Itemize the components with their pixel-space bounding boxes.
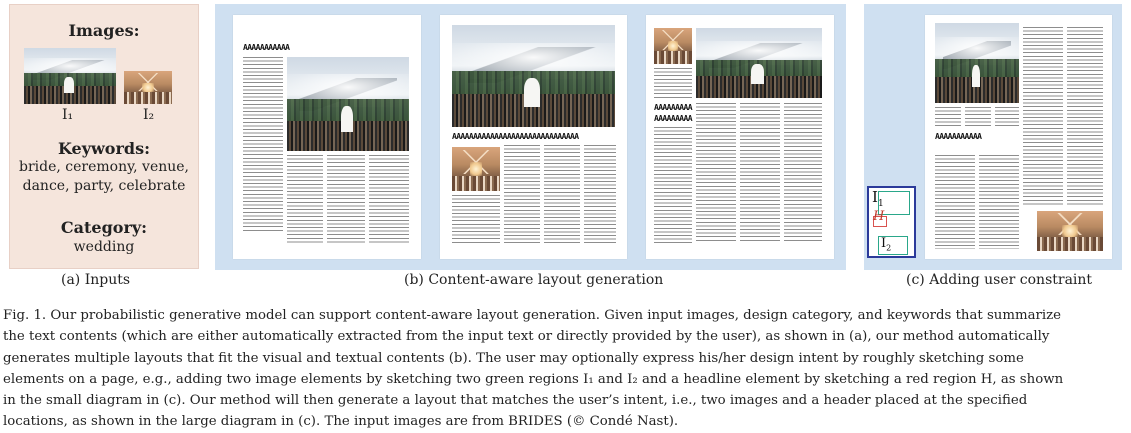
category-heading: Category: (60, 218, 148, 237)
text-block (979, 155, 1019, 249)
input-image-i1 (24, 48, 116, 104)
image-element-i1 (452, 25, 615, 127)
text-block (935, 107, 961, 127)
keywords-heading: Keywords: (57, 139, 150, 158)
caption-line: the text contents (which are either automatically extracted from the input text or directly provided by the user), as shown in (a), our method automatically (3, 329, 1050, 345)
headline: AAAAAAAAA (654, 103, 692, 112)
text-block (544, 145, 580, 245)
keywords-line-1: bride, ceremony, venue, (18, 159, 190, 175)
text-block (584, 145, 616, 245)
text-block (243, 57, 283, 232)
input-image-i2 (124, 71, 172, 104)
image-label-i1: I₁ (62, 107, 74, 123)
user-constraint-panel (864, 4, 1122, 270)
image-element-i2 (452, 147, 500, 191)
image-element-i2 (654, 28, 692, 64)
text-block (287, 155, 323, 245)
image-element-i1 (696, 28, 822, 98)
layout-page-1 (233, 15, 421, 259)
text-block (369, 155, 409, 245)
category-value: wedding (73, 239, 135, 255)
text-block (935, 155, 975, 249)
caption-line: generates multiple layouts that fit the visual and textual contents (b). The user may optionally express his/her design intent by roughly sketching some (3, 350, 1024, 366)
headline: AAAAAAAAAAA (243, 43, 290, 52)
caption-b: (b) Content-aware layout generation (404, 272, 664, 288)
images-heading: Images: (68, 21, 140, 40)
caption-c: (c) Adding user constraint (906, 272, 1093, 288)
text-block (995, 107, 1019, 127)
caption-line: elements on a page, e.g., adding two image elements by sketching two green regions I₁ and I₂ and a headline element by sketching a red region H, as shown (3, 371, 1064, 387)
text-block (654, 68, 692, 98)
inputs-panel (9, 4, 199, 269)
layout-page-2 (440, 15, 627, 259)
caption-line: in the small diagram in (c). Our method will then generate a layout that matches the user’s intent, i.e., two images and a header placed at the specified (3, 393, 1028, 409)
caption-a: (a) Inputs (61, 272, 131, 288)
headline: AAAAAAAAAAAAAAAAAAAAAAAAAAAAAA (452, 132, 579, 141)
constrained-layout-page (925, 15, 1112, 259)
sketch-label-h: H (873, 209, 885, 224)
figure-caption (3, 305, 1130, 433)
caption-line: locations, as shown in the large diagram in (c). The input images are from BRIDES (© Condé Nast). (3, 414, 679, 430)
text-block (452, 195, 500, 245)
text-block (1023, 27, 1063, 207)
text-block (740, 103, 780, 243)
text-block (654, 127, 692, 243)
image-element-i1 (287, 57, 409, 151)
layout-generation-panel (215, 4, 846, 270)
text-block (696, 103, 736, 243)
image-label-i2: I₂ (143, 107, 155, 123)
image-element-i1 (935, 23, 1019, 103)
sketch-label-i2: $I_2$ (881, 236, 892, 253)
caption-line: Fig. 1. Our probabilistic generative model can support content-aware layout generation. Given input images, design category, and keywords that summarize (3, 308, 1061, 323)
user-sketch-inset (867, 186, 916, 258)
text-block (965, 107, 991, 127)
sketch-label-i1: $I_1$ (872, 188, 884, 209)
text-block (327, 155, 365, 245)
headline: AAAAAAAAA (654, 114, 692, 123)
text-block (1067, 27, 1103, 207)
image-element-i2 (1037, 211, 1103, 251)
text-block (504, 145, 540, 245)
keywords-line-2: dance, party, celebrate (22, 178, 186, 194)
text-block (784, 103, 822, 243)
headline: AAAAAAAAAAA (935, 132, 982, 141)
layout-page-3 (646, 15, 834, 259)
